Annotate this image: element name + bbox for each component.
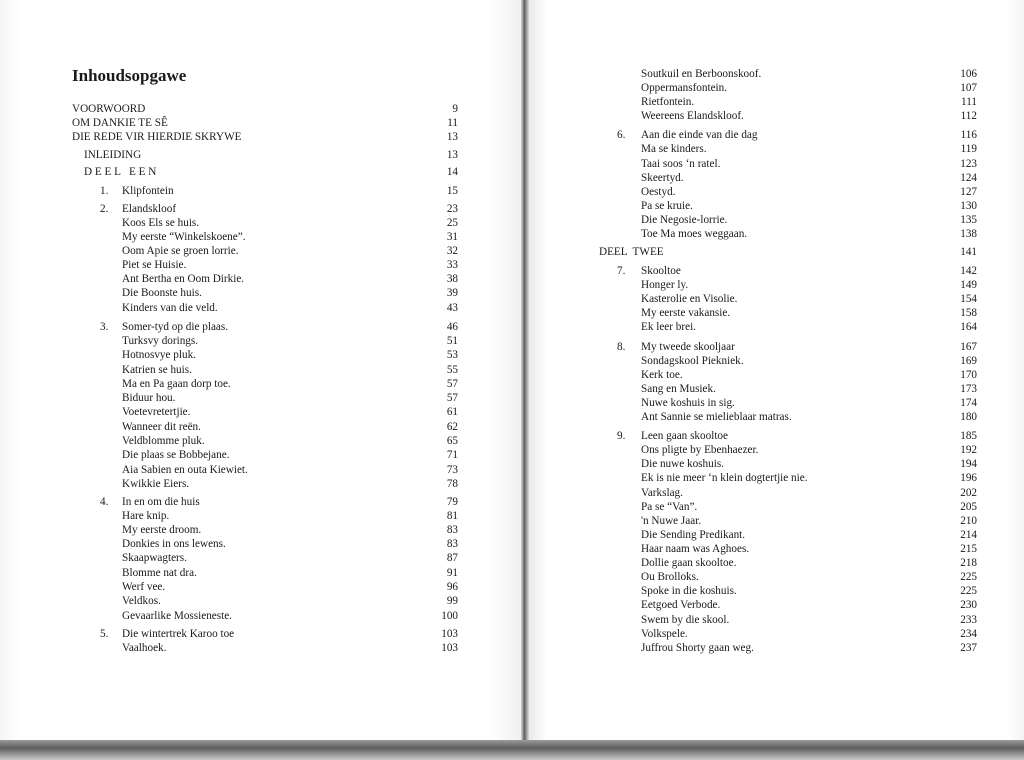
entry-title: My eerste vakansie. [641,307,731,319]
page-number: 233 [960,614,977,626]
toc-entry [527,245,987,260]
toc-entry [0,102,470,117]
toc-entry [0,165,470,180]
entry-title: Ant Bertha en Oom Dirkie. [122,273,245,285]
entry-title: Eetgoed Verbode. [641,599,721,611]
page-number: 116 [960,129,977,141]
entry-title: Swem by die skool. [641,614,730,626]
toc-entry [527,514,987,529]
page-number: 25 [446,217,458,229]
toc-entry [0,609,470,624]
entry-title: Sondagskool Piekniek. [641,355,744,367]
toc-entry [0,230,470,245]
toc-entry [527,320,987,335]
entry-title: Varkslag. [641,487,683,499]
page-number: 230 [960,599,977,611]
toc-entry [0,523,470,538]
entry-title: Hotnosvye pluk. [122,349,196,361]
entry-title: Oom Apie se groen lorrie. [122,245,239,257]
entry-title: Voetevretertjie. [122,406,191,418]
page-number: 225 [960,585,977,597]
page-number: 13 [446,131,458,143]
entry-title: Katrien se huis. [122,364,192,376]
toc-entry [0,130,470,145]
page-number: 130 [960,200,977,212]
toc-entry [0,477,470,492]
page-number: 57 [446,378,458,390]
page-number: 11 [447,117,458,129]
entry-title: Skooltoe [641,265,681,277]
toc-entry [0,509,470,524]
toc-entry [0,420,470,435]
toc-entry [527,278,987,293]
entry-title: Werf vee. [122,581,166,593]
page-number: 14 [446,166,458,178]
page-number: 106 [960,68,977,80]
page-number: 196 [960,472,977,484]
toc-entry [527,185,987,200]
entry-title: Ons pligte by Ebenhaezer. [641,444,759,456]
page-number: 55 [446,364,458,376]
toc-entry [0,320,470,335]
page-number: 46 [446,321,458,333]
toc-entry [0,551,470,566]
toc-entry [527,67,987,82]
toc-entry [527,556,987,571]
entry-title: Pa se “Van”. [641,501,698,513]
chapter-number: 1. [100,185,109,197]
entry-title: Ma se kinders. [641,143,707,155]
page-number: 13 [446,149,458,161]
entry-title: Ek is nie meer ‘n klein dogtertjie nie. [641,472,808,484]
entry-title: Spoke in die koshuis. [641,585,737,597]
toc-entry [0,348,470,363]
toc-entry [527,382,987,397]
entry-title: VOORWOORD [72,103,146,115]
entry-title: Elandskloof [122,203,177,215]
right-page [527,0,1024,745]
page-number: 135 [960,214,977,226]
toc-entry [0,334,470,349]
page-number: 91 [446,567,458,579]
page-number: 79 [446,496,458,508]
page-number: 87 [446,552,458,564]
page-number: 111 [961,96,977,108]
entry-title: Klipfontein [122,185,174,197]
page-number: 53 [446,349,458,361]
entry-title: Ma en Pa gaan dorp toe. [122,378,231,390]
entry-title: Gevaarlike Mossieneste. [122,610,232,622]
entry-title: Kasterolie en Visolie. [641,293,738,305]
page-number: 174 [960,397,977,409]
page-number: 43 [446,302,458,314]
page-number: 112 [960,110,977,122]
toc-entry [0,258,470,273]
entry-title: Blomme nat dra. [122,567,197,579]
page-number: 107 [960,82,977,94]
page-number: 141 [960,246,977,258]
page-number: 210 [960,515,977,527]
page-number: 99 [446,595,458,607]
toc-entry [527,142,987,157]
toc-entry [527,613,987,628]
toc-entry [527,109,987,124]
entry-title: Hare knip. [122,510,170,522]
toc-entry [527,354,987,369]
page-number: 38 [446,273,458,285]
toc-entry [527,199,987,214]
page-number: 158 [960,307,977,319]
page-number: 149 [960,279,977,291]
page-number: 127 [960,186,977,198]
page-number: 124 [960,172,977,184]
page-number: 237 [960,642,977,654]
toc-entry [527,584,987,599]
entry-title: DEEL TWEE [599,246,664,258]
entry-title: Vaalhoek. [122,642,167,654]
toc-entry [527,542,987,557]
entry-title: Kerk toe. [641,369,683,381]
entry-title: Biduur hou. [122,392,176,404]
page-number: 39 [446,287,458,299]
toc-entry [527,306,987,321]
page-number: 103 [441,628,458,640]
entry-title: Dollie gaan skooltoe. [641,557,737,569]
entry-title: My eerste “Winkelskoene”. [122,231,246,243]
page-number: 57 [446,392,458,404]
page-number: 32 [446,245,458,257]
entry-title: Koos Els se huis. [122,217,200,229]
entry-title: Weereens Elandskloof. [641,110,744,122]
entry-title: Donkies in ons lewens. [122,538,226,550]
entry-title: Sang en Musiek. [641,383,716,395]
toc-entry [527,641,987,656]
toc-entry [527,292,987,307]
chapter-number: 8. [617,341,626,353]
page-number: 214 [960,529,977,541]
toc-entry [0,434,470,449]
page-number: 138 [960,228,977,240]
toc-entry [0,537,470,552]
toc-entry [0,594,470,609]
page-number: 194 [960,458,977,470]
toc-entry [0,216,470,231]
entry-title: Veldblomme pluk. [122,435,205,447]
toc-entry [0,580,470,595]
chapter-number: 5. [100,628,109,640]
scan-bottom-edge [0,740,1024,760]
toc-entry [527,528,987,543]
page-number: 180 [960,411,977,423]
toc-entry [527,471,987,486]
entry-title: Aan die einde van die dag [641,129,758,141]
entry-title: Ek leer brei. [641,321,696,333]
toc-entry [527,570,987,585]
entry-title: D E E L E E N [84,166,157,178]
chapter-number: 7. [617,265,626,277]
toc-entry [0,566,470,581]
entry-title: Haar naam was Aghoes. [641,543,750,555]
toc-entry [0,301,470,316]
page-number: 33 [446,259,458,271]
toc-entry [527,486,987,501]
page-number: 73 [446,464,458,476]
entry-title: INLEIDING [84,149,142,161]
entry-title: DIE REDE VIR HIERDIE SKRYWE [72,131,242,143]
entry-title: Die Negosie-lorrie. [641,214,728,226]
entry-title: Die plaas se Bobbejane. [122,449,230,461]
toc-entry [527,598,987,613]
toc-entry [0,377,470,392]
chapter-number: 6. [617,129,626,141]
toc-entry [0,448,470,463]
entry-title: In en om die huis [122,496,200,508]
entry-title: Ou Brolloks. [641,571,699,583]
toc-entry [0,405,470,420]
page-number: 205 [960,501,977,513]
entry-title: OM DANKIE TE SÊ [72,117,168,129]
toc-entry [527,429,987,444]
page-number: 169 [960,355,977,367]
toc-entry [527,213,987,228]
toc-entry [527,95,987,110]
page-number: 167 [960,341,977,353]
page-number: 83 [446,538,458,550]
chapter-number: 2. [100,203,109,215]
page-number: 103 [441,642,458,654]
toc-entry [527,396,987,411]
page-number: 170 [960,369,977,381]
page-number: 78 [446,478,458,490]
toc-entry [0,148,470,163]
page-number: 225 [960,571,977,583]
entry-title: Kinders van die veld. [122,302,218,314]
toc-entry [0,184,470,199]
toc-entry [0,363,470,378]
toc-entry [0,244,470,259]
entry-title: Nuwe koshuis in sig. [641,397,735,409]
toc-entry [527,627,987,642]
entry-title: Aia Sabien en outa Kiewiet. [122,464,248,476]
toc-entry [527,128,987,143]
toc-entry [0,627,470,642]
toc-entry [0,272,470,287]
page-number: 15 [446,185,458,197]
toc-entry [527,171,987,186]
entry-title: Ant Sannie se mielieblaar matras. [641,411,792,423]
toc-entry [527,340,987,355]
entry-title: Taai soos ‘n ratel. [641,158,721,170]
entry-title: Skeertyd. [641,172,684,184]
page-number: 62 [446,421,458,433]
page-number: 100 [441,610,458,622]
page-number: 119 [960,143,977,155]
page-number: 192 [960,444,977,456]
page-number: 123 [960,158,977,170]
page-number: 173 [960,383,977,395]
entry-title: Honger ly. [641,279,689,291]
page-number: 9 [452,103,458,115]
toc-entry [527,368,987,383]
page-number: 71 [446,449,458,461]
page-number: 83 [446,524,458,536]
entry-title: Juffrou Shorty gaan weg. [641,642,754,654]
page-number: 65 [446,435,458,447]
chapter-number: 3. [100,321,109,333]
entry-title: Turksvy dorings. [122,335,199,347]
entry-title: Oppermansfontein. [641,82,728,94]
toc-entry [527,264,987,279]
entry-title: Skaapwagters. [122,552,187,564]
page-number: 96 [446,581,458,593]
page-heading: Inhoudsopgawe [72,66,187,85]
page-number: 218 [960,557,977,569]
page-number: 23 [446,203,458,215]
toc-entry [527,457,987,472]
toc-entry [0,116,470,131]
toc-entry [527,157,987,172]
entry-title: My tweede skooljaar [641,341,735,353]
entry-title: Soutkuil en Berboonskoof. [641,68,762,80]
entry-title: 'n Nuwe Jaar. [641,515,702,527]
chapter-number: 9. [617,430,626,442]
page-number: 234 [960,628,977,640]
entry-title: Veldkos. [122,595,161,607]
page-number: 154 [960,293,977,305]
entry-title: Die Sending Predikant. [641,529,746,541]
page-number: 185 [960,430,977,442]
entry-title: My eerste droom. [122,524,202,536]
entry-title: Kwikkie Eiers. [122,478,190,490]
page-number: 142 [960,265,977,277]
entry-title: Volkspele. [641,628,688,640]
page-number: 51 [446,335,458,347]
entry-title: Die nuwe koshuis. [641,458,724,470]
toc-entry [527,443,987,458]
entry-title: Wanneer dit reën. [122,421,201,433]
chapter-number: 4. [100,496,109,508]
toc-entry [0,641,470,656]
entry-title: Piet se Huisie. [122,259,187,271]
toc-entry [527,227,987,242]
toc-entry [0,495,470,510]
page-number: 215 [960,543,977,555]
page-number: 31 [446,231,458,243]
entry-title: Die wintertrek Karoo toe [122,628,235,640]
toc-entry [527,500,987,515]
toc-entry [0,463,470,478]
page-number: 81 [446,510,458,522]
entry-title: Rietfontein. [641,96,695,108]
toc-entry [527,410,987,425]
page-number: 202 [960,487,977,499]
toc-entry [527,81,987,96]
toc-entry [0,286,470,301]
entry-title: Oestyd. [641,186,676,198]
entry-title: Die Boonste huis. [122,287,202,299]
toc-entry [0,202,470,217]
entry-title: Toe Ma moes weggaan. [641,228,748,240]
entry-title: Leen gaan skooltoe [641,430,728,442]
entry-title: Pa se kruie. [641,200,693,212]
entry-title: Somer-tyd op die plaas. [122,321,229,333]
book-gutter [521,0,529,745]
page-number: 61 [446,406,458,418]
toc-entry [0,391,470,406]
page-number: 164 [960,321,977,333]
